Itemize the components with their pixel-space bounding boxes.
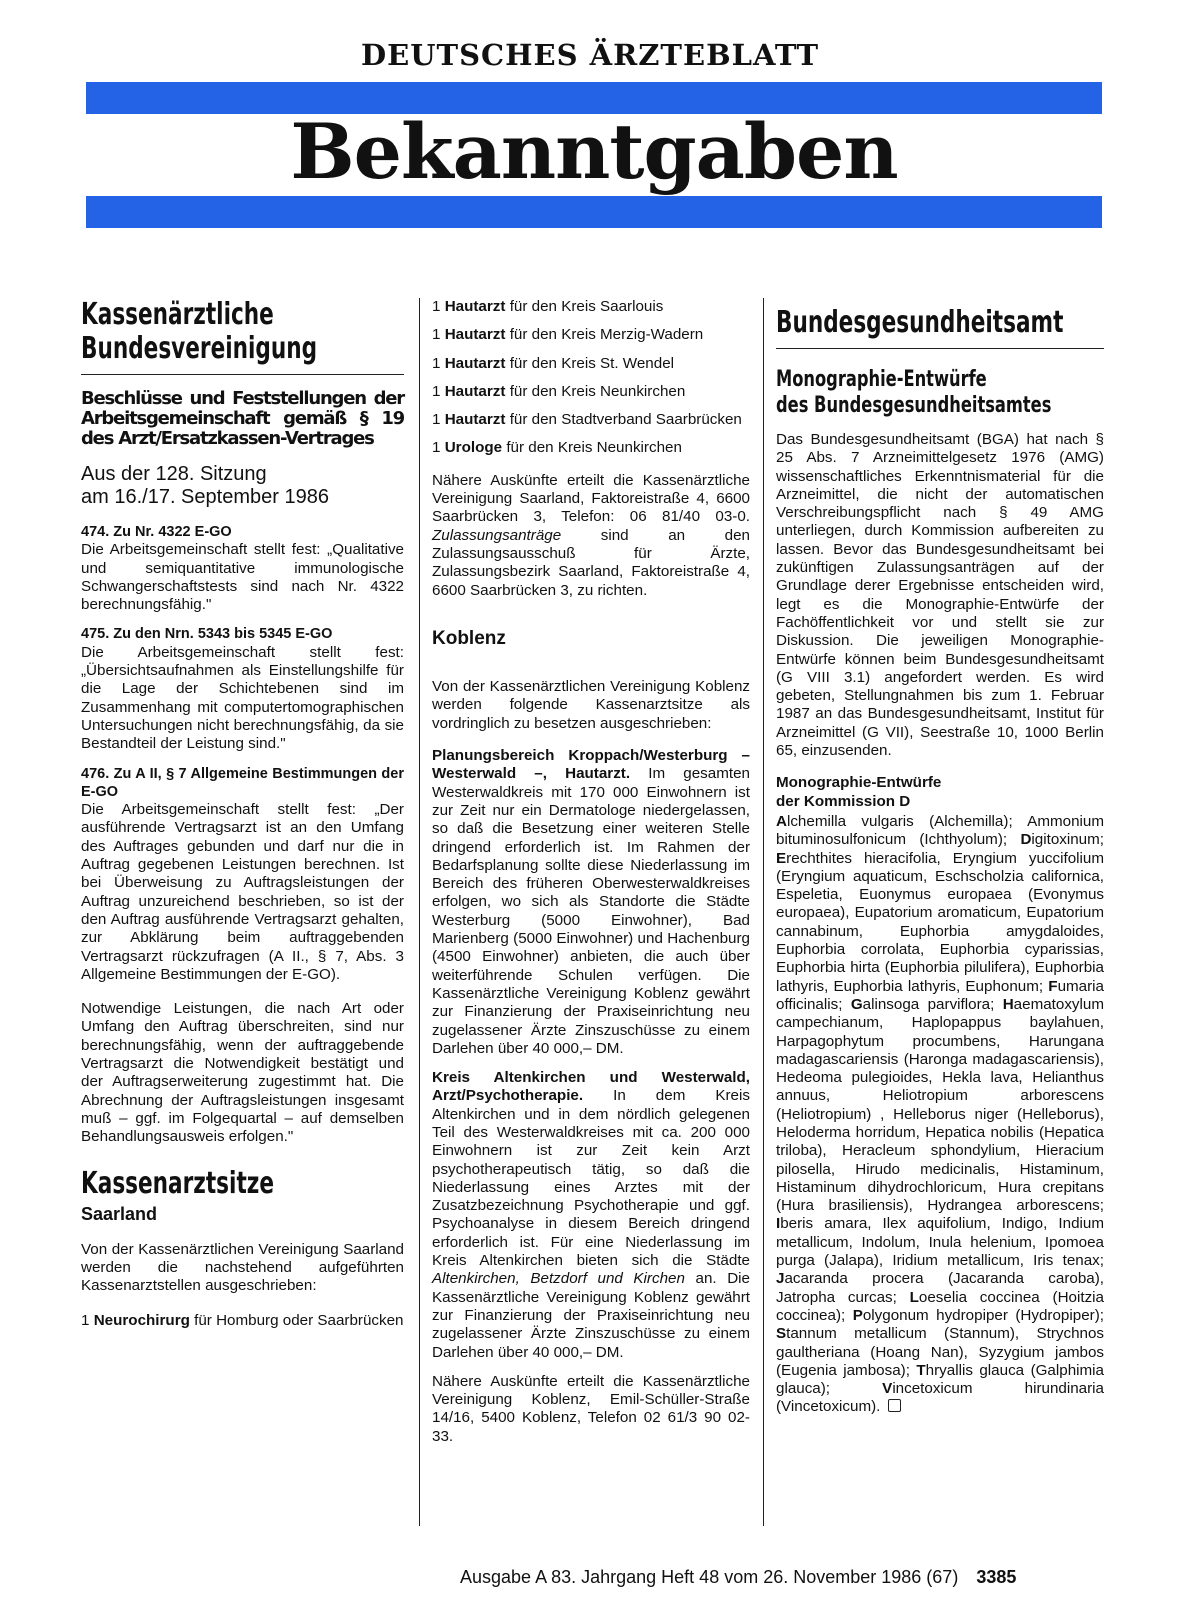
entry-initial: H bbox=[1002, 995, 1014, 1013]
saarland-contact-info: Nähere Auskünfte erteilt die Kassenärztliche Vereinigung Saarland, Faktoreistraße 4, 6600 Saarbrücken 3, Telefon: 06 81/40 03-0. Zulassungsanträge sind an den Zulassungsausschuß für Ärzte, Zulassungsbezirk Saarland, Faktoreistraße 4, 6600 Saarbrücken 3, zu richten. bbox=[432, 471, 750, 599]
entry-text: acaranda procera (Jacaranda caroba), Jatropha curcas; bbox=[776, 1270, 1104, 1306]
koblenz-block-psychotherapie: Kreis Altenkirchen und Westerwald, Arzt/Psychotherapie. In dem Kreis Altenkirchen und in dem nördlich gelegenen Teil des Westerwaldkreises mit ca. 200 000 Einwohnern ist zur Zeit kein Arzt psychotherapeutisch tätig, so daß die Niederlassung eines Arztes mit der Zusatzbezeichnung Psychotherapie und ggf. Psychoanalyse in diesem Bereich dringend erforderlich ist. Für eine Niederlassung im Kreis Altenkirchen bieten sich die Städte Altenkirchen, Betzdorf und Kirchen an. Die Kassenärztliche Vereinigung Koblenz gewährt zur Finanzierung der Praxiseinrichtung neu zugelassener Ärzte Zinszuschüsse zu einem Darlehen über 40 000,– DM. bbox=[432, 1069, 750, 1361]
kommission-heading: Monographie-Entwürfe der Kommission D bbox=[776, 774, 942, 810]
item-475-heading: 475. Zu den Nrn. 5343 bis 5345 E-GO bbox=[81, 626, 333, 643]
entry-initial: A bbox=[776, 812, 787, 830]
masthead: DEUTSCHES ÄRZTEBLATT bbox=[360, 38, 820, 72]
subheading-beschluesse: Beschlüsse und Feststellungen der Arbeitsgemeinschaft gemäß § 19 des Arzt/Ersatzkassen-Vertrages bbox=[81, 388, 404, 449]
entry-text: oeselia coccinea (Hoitzia coccinea); bbox=[776, 1288, 1104, 1324]
session-line-1: Aus der 128. Sitzung bbox=[81, 463, 267, 485]
section-rule bbox=[81, 374, 404, 375]
item-474-heading: 474. Zu Nr. 4322 E-GO bbox=[81, 524, 232, 540]
subheading-monographie-line2: des Bundesgesundheitsamtes bbox=[776, 393, 1052, 418]
entry-initial: V bbox=[882, 1380, 893, 1398]
section-rule bbox=[776, 348, 1104, 349]
entry-initial: P bbox=[852, 1306, 863, 1324]
koblenz-block-hautarzt: Planungsbereich Kroppach/Westerburg – Westerwald –, Hautarzt. Im gesamten Westerwaldkreis mit 170 000 Einwohnern ist zur Zeit nur ein Dermatologe niedergelassen, so daß die Besetzung einer weiteren Stelle dringend erforderlich ist. Im Rahmen der Bedarfsplanung sollte diese Niederlassung im Bereich des früheren Oberwesterwaldkreises erfolgen, wo sich als Standorte die Städte Westerburg (5000 Einwohner), Bad Marienberg (5000 Einwohner) und Hachenburg (4500 Einwohner) anbieten, die auch über weiterführende Schulen verfügen. Die Kassenärztliche Vereinigung Koblenz gewährt zur Finanzierung der Praxiseinrichtung neu zugelassener Ärzte Zinszuschüsse zu einem Darlehen über 40 000,– DM. bbox=[432, 747, 750, 1057]
item-476 bbox=[81, 765, 404, 985]
section-title-bga: Bundesgesundheitsamt bbox=[776, 305, 1064, 340]
section-title-kassenarztsitze: Kassenarztsitze bbox=[81, 1165, 274, 1201]
listing-item: 1 Hautarzt für den Kreis Merzig-Wadern bbox=[432, 326, 704, 344]
column-divider-1 bbox=[419, 298, 420, 1526]
entry-initial: F bbox=[1048, 977, 1058, 995]
header-bar-bottom bbox=[86, 196, 1102, 228]
bga-intro: Das Bundesgesundheitsamt (BGA) hat nach § 25 Abs. 7 Arzneimittelgesetz 1976 (AMG) wissenschaftliches Erkenntnismaterial für die Arzneimittel, die nicht der automatischen Verschreibungspflicht nach § 49 AMG unterliegen, durch Kommission aufbereiten zu lassen. Bevor das Bundesgesundheitsamt bei zukünftigen Zulassungsanträgen auf der Grundlage derer Ergebnisse entscheiden wird, legt es die Monographie-Entwürfe der Fachöffentlichkeit vor und stellt sie zur Diskussion. Die jeweiligen Monographie-Entwürfe können beim Bundesgesundheitsamt (G VIII 3.1) angefordert werden. Es wird gebeten, Stellungnahmen bis zum 1. Februar 1987 an das Bundesgesundheitsamt, Institut für Arzneimittel (G VII), Seestraße 10, 1000 Berlin 65, einzusenden. bbox=[776, 431, 1104, 760]
entry-text: beris amara, Ilex aquifolium, Indigo, Indium metallicum, Indolum, Inula helenium, Ipomoea purga (Jalapa), Iridium metallicum, Iris tenax; bbox=[776, 1215, 1104, 1270]
item-476-text: Die Arbeitsgemeinschaft stellt fest: „Der ausführende Vertragsarzt ist an den Umfang des Auftrages gebunden und darf nur die in Auftrag gegebenen Leistungen berechnen. Ist bei Überweisung zu Auftragsleistungen der Auftrag unzureichend beschrieben, so ist der den Auftrag ausführende Vertragsarzt gehalten, zur Abklärung beim auftraggebenden Vertragsarzt rückzufragen (A II., § 7, Abs. 3 Allgemeine Bestimmungen der E-GO). bbox=[81, 801, 404, 983]
entry-initial: L bbox=[909, 1288, 919, 1306]
section-title-kbv-line1: Kassenärztliche bbox=[81, 297, 274, 332]
region-koblenz: Koblenz bbox=[432, 627, 506, 649]
item-474-text: Die Arbeitsgemeinschaft stellt fest: „Qualitative und semiquantitative immunologische Schwangerschaftstests sind nach Nr. 4322 berechnungsfähig." bbox=[81, 541, 404, 614]
entry-initial: G bbox=[850, 995, 863, 1013]
closing-paragraph: Notwendige Leistungen, die nach Art oder Umfang den Auftrag überschreiten, sind nur berechnungsfähig, wenn der auftraggebende Vertragsarzt die Notwendigkeit bestätigt und der Auftragserweiterung zugestimmt hat. Die Abrechnung der Auftragsleistungen insgesamt muß – ggf. im Folgequartal – auf demselben Behandlungsausweis erfolgen." bbox=[81, 1000, 404, 1146]
koblenz-intro: Von der Kassenärztlichen Vereinigung Koblenz werden folgende Kassenarztsitze als vordringlich zu besetzen ausgeschrieben: bbox=[432, 678, 750, 732]
entry-initial: I bbox=[776, 1215, 781, 1233]
item-475 bbox=[81, 625, 404, 753]
entry-text: aematoxylum campechianum, Haplopappus baylahuen, Harpagophytum procumbens, Harungana madagascariensis (Haronga madagascariensis), Hedeoma pulegioides, Hekla lava, Helianthus annuus, Heliotropium arborescens (Heliotropium) , Helleborus niger (Helleborus), Heloderma horridum, Hepatica nobilis (Hepatica triloba), Heracleum sphondylium, Hieracium pilosella, Hirudo medicinalis, Histaminum, Histaminum dihydrochloricum, Hura crepitans (Hura brasiliensis), Hydrangea arborescens; bbox=[776, 995, 1104, 1215]
listing-item: 1 Hautarzt für den Stadtverband Saarbrücken bbox=[432, 411, 742, 429]
end-of-article-icon bbox=[888, 1399, 901, 1412]
column-1 bbox=[81, 298, 404, 1341]
column-3 bbox=[776, 298, 1104, 1428]
listing-item: 1 Urologe für den Kreis Neunkirchen bbox=[432, 439, 682, 457]
column-2 bbox=[432, 298, 750, 1457]
item-474 bbox=[81, 523, 404, 614]
entry-text: tannum metallicum (Stannum), Strychnos gaultheriana (Hoang Nan), Syzygium jambos (Eugenia jambosa); bbox=[776, 1325, 1104, 1379]
entry-text: olygonum hydropiper (Hydropiper); bbox=[862, 1306, 1104, 1324]
listing-item: 1 Hautarzt für den Kreis St. Wendel bbox=[432, 354, 675, 372]
section-title-kbv-line2: Bundesvereinigung bbox=[81, 331, 318, 366]
session-line-2: am 16./17. September 1986 bbox=[81, 486, 329, 508]
entry-initial: D bbox=[1020, 831, 1032, 849]
item-476-heading: 476. Zu A II, § 7 Allgemeine Bestimmungen der E-GO bbox=[81, 765, 404, 800]
entry-text: alinsoga parviflora; bbox=[862, 995, 1003, 1013]
entry-text: umaria officinalis; bbox=[776, 977, 1104, 1013]
saarland-intro: Von der Kassenärztlichen Vereinigung Saarland werden die nachstehend aufgeführten Kassenarztstellen ausgeschrieben: bbox=[81, 1240, 404, 1295]
entry-initial: E bbox=[776, 849, 787, 867]
listing-item: 1 Hautarzt für den Kreis Neunkirchen bbox=[432, 382, 686, 400]
entry-initial: J bbox=[776, 1270, 785, 1288]
subheading-monographie-line1: Monographie-Entwürfe bbox=[776, 367, 987, 392]
listing-neurochirurg: 1 Neurochirurg für Homburg oder Saarbrücken bbox=[81, 1311, 404, 1329]
entry-text: lchemilla vulgaris (Alchemilla); Ammonium bituminosulfonicum (Ichthyolum); bbox=[776, 812, 1104, 849]
page-footer bbox=[460, 1567, 1060, 1588]
column-divider-2 bbox=[763, 298, 764, 1526]
entry-initial: S bbox=[776, 1325, 787, 1343]
kommission-d-entries bbox=[776, 813, 1104, 1417]
entry-text: igitoxinum; bbox=[1031, 831, 1104, 849]
edition-line: Ausgabe A 83. Jahrgang Heft 48 vom 26. November 1986 (67) bbox=[460, 1567, 959, 1587]
region-saarland: Saarland bbox=[81, 1203, 158, 1224]
page-title: Bekanntgaben bbox=[290, 107, 898, 196]
item-475-text: Die Arbeitsgemeinschaft stellt fest: „Übersichtsaufnahmen als Einstellungshilfe für die Lage der Schichtebenen sind im Zusammenhang mit computertomographischen Untersuchungen nicht berechnungsfähig, da sie Bestandteil der Leistung sind." bbox=[81, 643, 404, 753]
entry-text: rechthites hieracifolia, Eryngium yuccifolium (Eryngium aquaticum, Eschscholzia californica, Espeletia, Euonymus europaea (Evonymus europaea), Eupatorium aromaticum, Eupatorium cannabinum, Euphorbia amygdaloides, Euphorbia corrolata, Euphorbia cyparissias, Euphorbia hirta (Euphorbia pilulifera), Euphorbia lathyris, Euphorbia lathyris, Euphonum; bbox=[776, 849, 1104, 995]
entry-initial: T bbox=[916, 1361, 926, 1379]
koblenz-contact-info: Nähere Auskünfte erteilt die Kassenärztliche Vereinigung Koblenz, Emil-Schüller-Straße 14/16, 5400 Koblenz, Telefon 02 61/3 90 02-33. bbox=[432, 1372, 750, 1445]
entry-text: hryallis glauca (Galphimia glauca); bbox=[776, 1361, 1104, 1398]
page-number: 3385 bbox=[976, 1567, 1017, 1587]
entry-text: incetoxicum hirundinaria (Vincetoxicum). bbox=[776, 1380, 1104, 1416]
listing-item: 1 Hautarzt für den Kreis Saarlouis bbox=[432, 298, 664, 315]
